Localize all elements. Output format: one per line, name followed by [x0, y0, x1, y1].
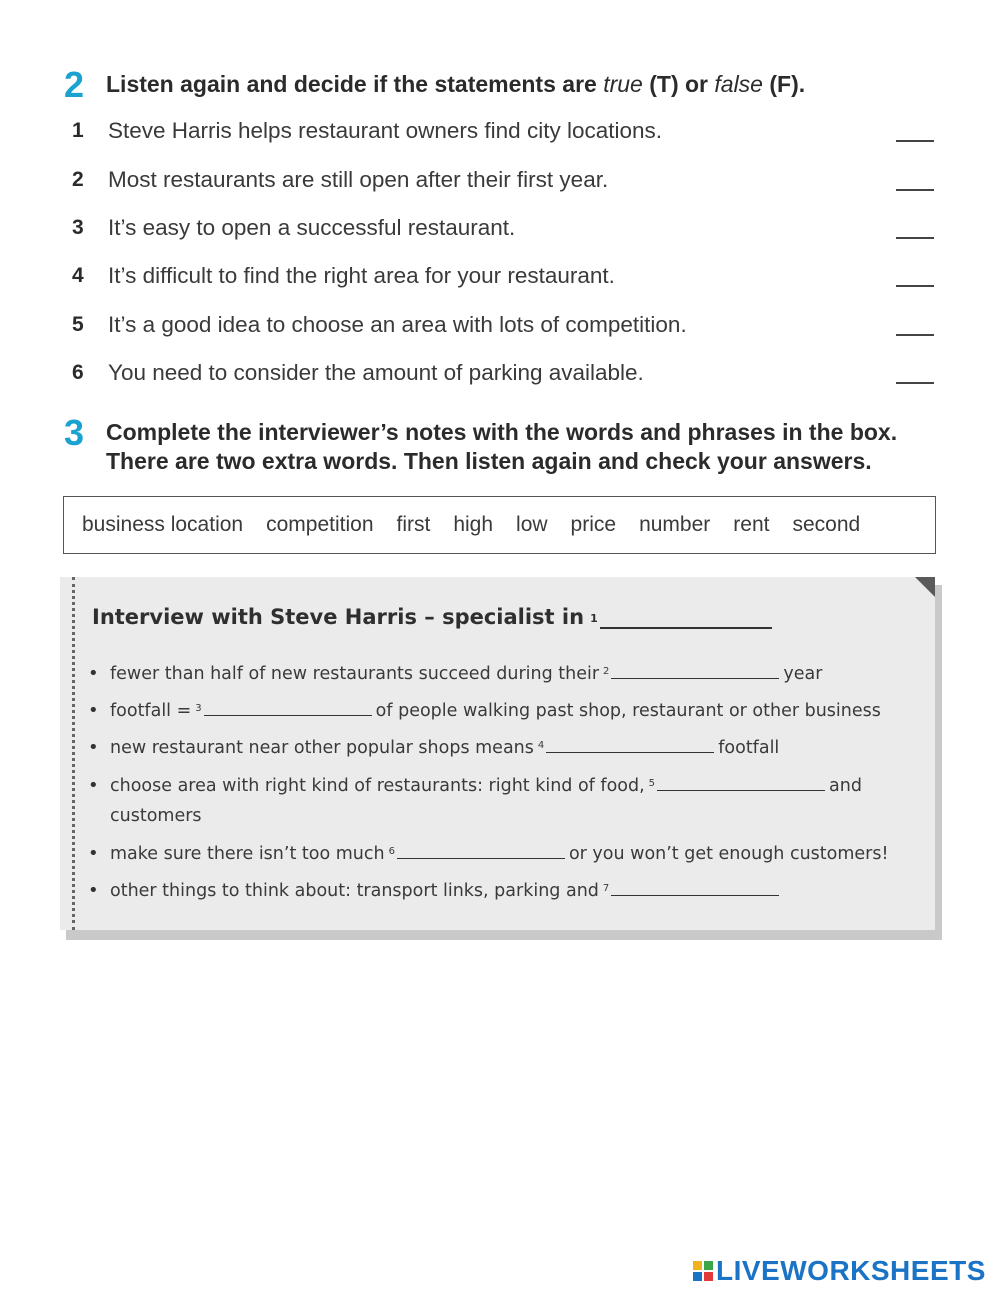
answer-blank-4[interactable] [896, 265, 934, 287]
statement-number: 4 [72, 264, 84, 287]
word-option: low [516, 513, 548, 536]
gap-input-3[interactable] [204, 697, 372, 716]
note-bullet [88, 659, 908, 689]
word-option: high [453, 513, 494, 536]
exercise-2-number: 2 [64, 64, 85, 105]
gap-input-6[interactable] [397, 840, 565, 859]
gap-number: 6 [388, 846, 395, 857]
answer-blank-2[interactable] [896, 169, 934, 191]
notes-card [60, 577, 935, 930]
note-text: footfall = [110, 701, 192, 721]
gap-input-5[interactable] [657, 772, 825, 791]
gap-input-2[interactable] [611, 660, 779, 679]
notes-dotted-margin [72, 577, 75, 930]
statement-number: 3 [72, 216, 84, 239]
exercise-3-number: 3 [64, 412, 85, 453]
answer-blank-5[interactable] [896, 314, 934, 336]
gap-number: 5 [648, 778, 656, 789]
answer-blank-1[interactable] [896, 120, 934, 142]
note-bullet [88, 839, 908, 869]
note-bullet [88, 696, 908, 726]
answer-blank-6[interactable] [896, 362, 934, 384]
note-text: or you won’t get enough customers! [568, 844, 889, 864]
word-option: first [396, 513, 431, 536]
statement-row [72, 259, 934, 293]
note-text: and customers [110, 776, 862, 826]
instruction-line-1: Complete the interviewer’s notes with the words and phrases in the box. [106, 419, 898, 445]
gap-number: 4 [537, 740, 545, 751]
note-bullet [88, 771, 908, 831]
note-text: fewer than half of new restaurants succeed during their [110, 664, 600, 684]
answer-blank-3[interactable] [896, 217, 934, 239]
note-text: of people walking past shop, restaurant or other business [375, 701, 881, 721]
note-text: new restaurant near other popular shops means [110, 738, 534, 758]
notes-title [92, 605, 772, 629]
gap-number: 7 [602, 883, 610, 894]
note-text: year [783, 664, 823, 684]
instruction-text-pre: Listen again and decide if the statements are [106, 71, 604, 97]
word-box [63, 496, 936, 554]
gap-input-1[interactable] [600, 605, 772, 629]
statement-row [72, 308, 934, 342]
note-text: footfall [718, 738, 780, 758]
statement-text: It’s easy to open a successful restaurant. [108, 215, 516, 240]
gap-input-4[interactable] [546, 734, 714, 753]
note-text: other things to think about: transport links, parking and [110, 881, 599, 901]
instruction-true-word: true [603, 71, 643, 97]
statement-number: 2 [72, 168, 84, 191]
statement-text: Most restaurants are still open after their first year. [108, 167, 609, 192]
note-bullet [88, 876, 908, 906]
statement-text: Steve Harris helps restaurant owners find city locations. [108, 118, 662, 143]
statement-text: It’s a good idea to choose an area with lots of competition. [108, 312, 687, 337]
statement-number: 5 [72, 313, 84, 336]
exercise-2-header [64, 64, 806, 105]
exercise-3-header [64, 412, 898, 476]
note-text: choose area with right kind of restaurants: right kind of food, [110, 776, 645, 796]
notes-title-text: Interview with Steve Harris – specialist in [92, 605, 585, 629]
exercise-2-instruction [106, 70, 805, 99]
note-bullet [88, 733, 908, 763]
note-text: make sure there isn’t too much [110, 844, 385, 864]
instruction-false-word: false [714, 71, 763, 97]
instruction-line-2: There are two extra words. Then listen again and check your answers. [106, 448, 872, 474]
statement-text: It’s difficult to find the right area for your restaurant. [108, 263, 615, 288]
word-option: rent [733, 513, 770, 536]
statement-text: You need to consider the amount of parking available. [108, 360, 644, 385]
logo-text: LIVEWORKSHEETS [716, 1255, 986, 1286]
statement-number: 6 [72, 361, 84, 384]
statement-number: 1 [72, 119, 84, 142]
page-fold-corner [915, 577, 935, 597]
word-option: second [792, 513, 861, 536]
gap-number: 2 [603, 666, 610, 677]
logo-grid-icon [693, 1261, 713, 1281]
statement-row [72, 114, 934, 148]
word-option: number [639, 513, 711, 536]
word-option: price [570, 513, 617, 536]
gap-number: 3 [195, 703, 202, 714]
exercise-3-instruction [106, 418, 897, 476]
instruction-text-mid: (T) or [642, 71, 715, 97]
liveworksheets-logo[interactable] [693, 1255, 986, 1287]
statement-row [72, 211, 934, 245]
word-option: competition [266, 513, 374, 536]
gap-number: 1 [590, 612, 598, 625]
statement-row [72, 163, 934, 197]
gap-input-7[interactable] [611, 877, 779, 896]
statement-row [72, 356, 934, 390]
instruction-text-post: (F). [762, 71, 806, 97]
word-option: business location [82, 513, 244, 536]
